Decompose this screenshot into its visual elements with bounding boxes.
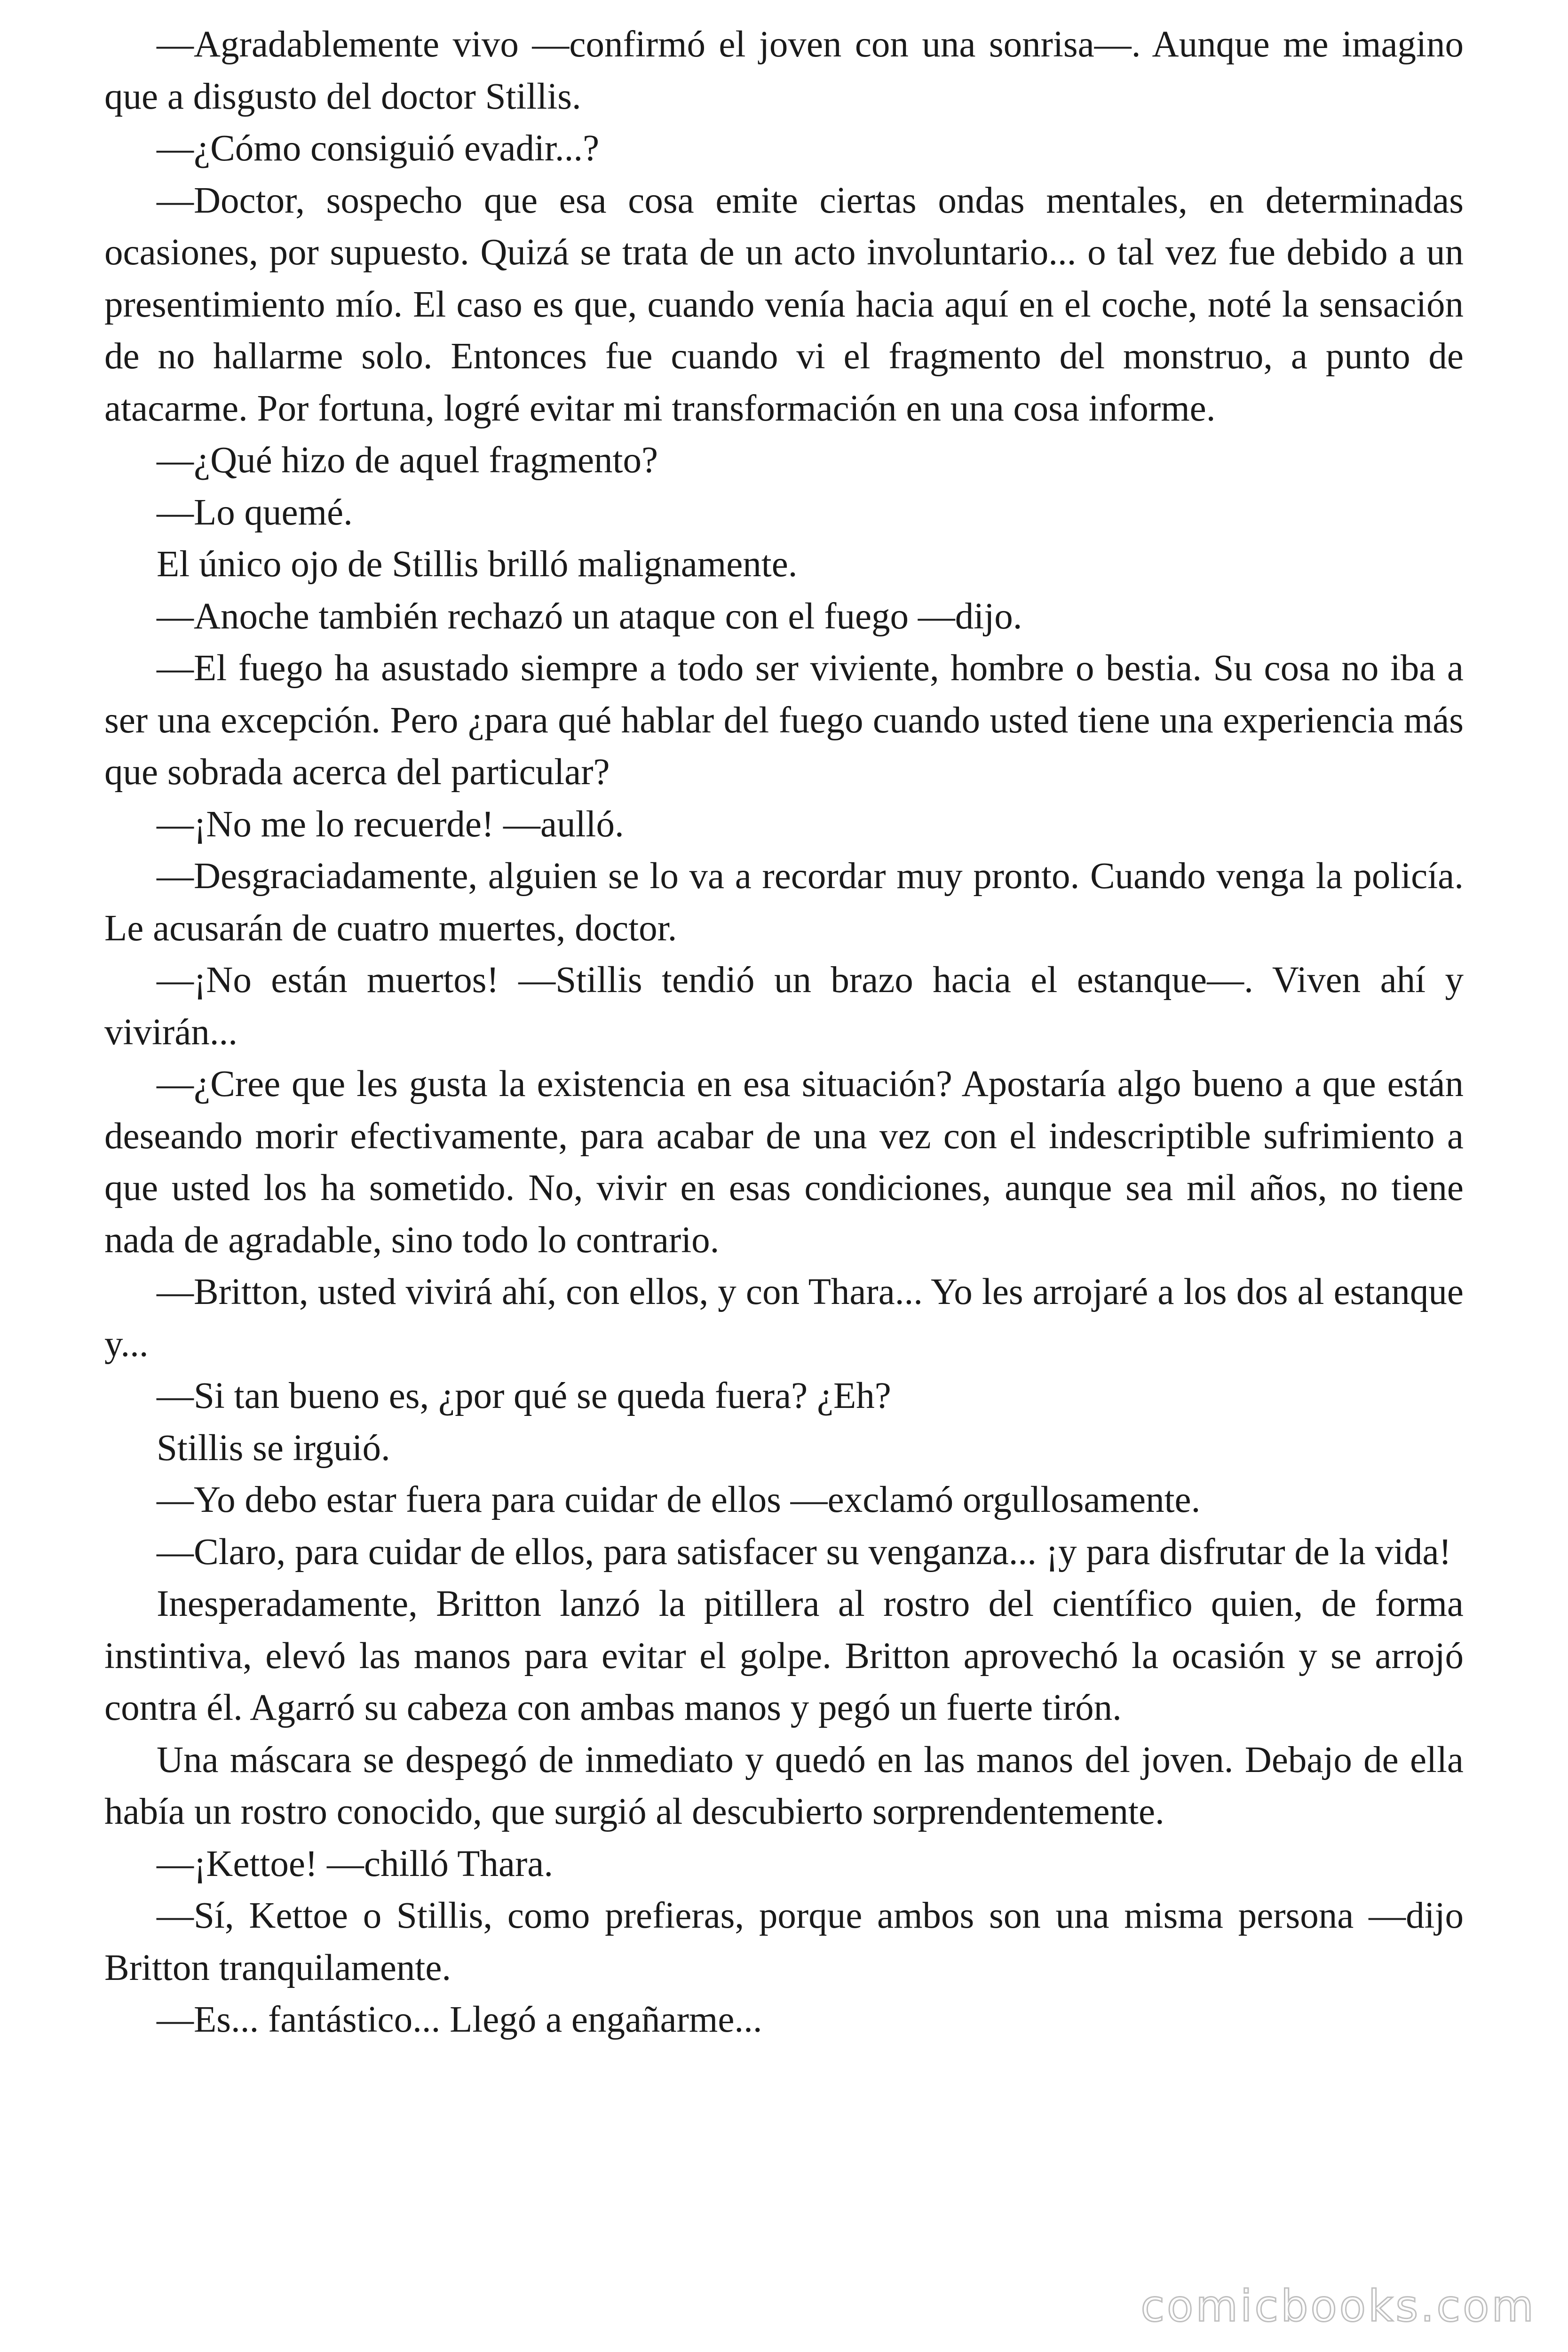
paragraph: —Sí, Kettoe o Stillis, como prefieras, porque ambos son una misma persona —dijo Britton tranquilamente. — [104, 1895, 1464, 1988]
paragraph: —¿Cree que les gusta la existencia en esa situación? Apostaría algo bueno a que están deseando morir efectivamente, para acabar de una vez con el indescriptible sufrimiento a que usted los ha sometido. No, vivir en esas condiciones, aunque sea mil años, no tiene nada de agradable, sino todo lo contrario. — [104, 1064, 1464, 1261]
watermark: comicbooks.com — [1140, 2281, 1536, 2331]
paragraph: —¿Qué hizo de aquel fragmento? — [157, 440, 658, 481]
paragraph: —Doctor, sospecho que esa cosa emite ciertas ondas mentales, en determinadas ocasiones, por supuesto. Quizá se trata de un acto involuntario... o tal vez fue debido a un presentimiento mío. El caso es que, cuando venía hacia aquí en el coche, noté la sensación de no hallarme solo. Entonces fue cuando vi el fragmento del monstruo, a punto de atacarme. Por fortuna, logré evitar mi transformación en una cosa informe. — [104, 180, 1464, 429]
paragraph: —Desgraciadamente, alguien se lo va a recordar muy pronto. Cuando venga la policía. Le acusarán de cuatro muertes, doctor. — [104, 856, 1464, 949]
paragraph: —¡No me lo recuerde! —aulló. — [157, 803, 624, 845]
paragraph: —Lo quemé. — [157, 492, 353, 533]
paragraph: —Claro, para cuidar de ellos, para satisfacer su venganza... ¡y para disfrutar de la vida! — [157, 1531, 1451, 1573]
paragraph: —El fuego ha asustado siempre a todo ser viviente, hombre o bestia. Su cosa no iba a ser una excepción. Pero ¿para qué hablar del fuego cuando usted tiene una experiencia más que sobrada acerca del particular? — [104, 648, 1464, 793]
paragraph: —Anoche también rechazó un ataque con el fuego —dijo. — [157, 596, 1022, 637]
paragraph: —Britton, usted vivirá ahí, con ellos, y con Thara... Yo les arrojaré a los dos al estanque y... — [104, 1271, 1464, 1365]
paragraph: Una máscara se despegó de inmediato y quedó en las manos del joven. Debajo de ella había un rostro conocido, que surgió al descubierto sorprendentemente. — [104, 1739, 1464, 1832]
paragraph: Stillis se irguió. — [157, 1427, 390, 1469]
paragraph: —¡Kettoe! —chilló Thara. — [157, 1843, 554, 1884]
paragraph: —Yo debo estar fuera para cuidar de ellos —exclamó orgullosamente. — [157, 1479, 1201, 1520]
paragraph: —Es... fantástico... Llegó a engañarme... — [157, 1999, 762, 2040]
paragraph: —¡No están muertos! —Stillis tendió un brazo hacia el estanque—. Viven ahí y vivirán... — [104, 960, 1464, 1053]
paragraph: —¿Cómo consiguió evadir...? — [157, 128, 600, 169]
paragraph: —Si tan bueno es, ¿por qué se queda fuera? ¿Eh? — [157, 1375, 891, 1416]
paragraph: Inesperadamente, Britton lanzó la pitillera al rostro del científico quien, de forma instintiva, elevó las manos para evitar el golpe. Britton aprovechó la ocasión y se arrojó contra él. Agarró su cabeza con ambas manos y pegó un fuerte tirón. — [104, 1583, 1464, 1728]
paragraph: El único ojo de Stillis brilló malignamente. — [157, 544, 798, 585]
body-text — [104, 19, 1464, 2046]
paragraph: —Agradablemente vivo —confirmó el joven con una sonrisa—. Aunque me imagino que a disgusto del doctor Stillis. — [104, 24, 1464, 117]
